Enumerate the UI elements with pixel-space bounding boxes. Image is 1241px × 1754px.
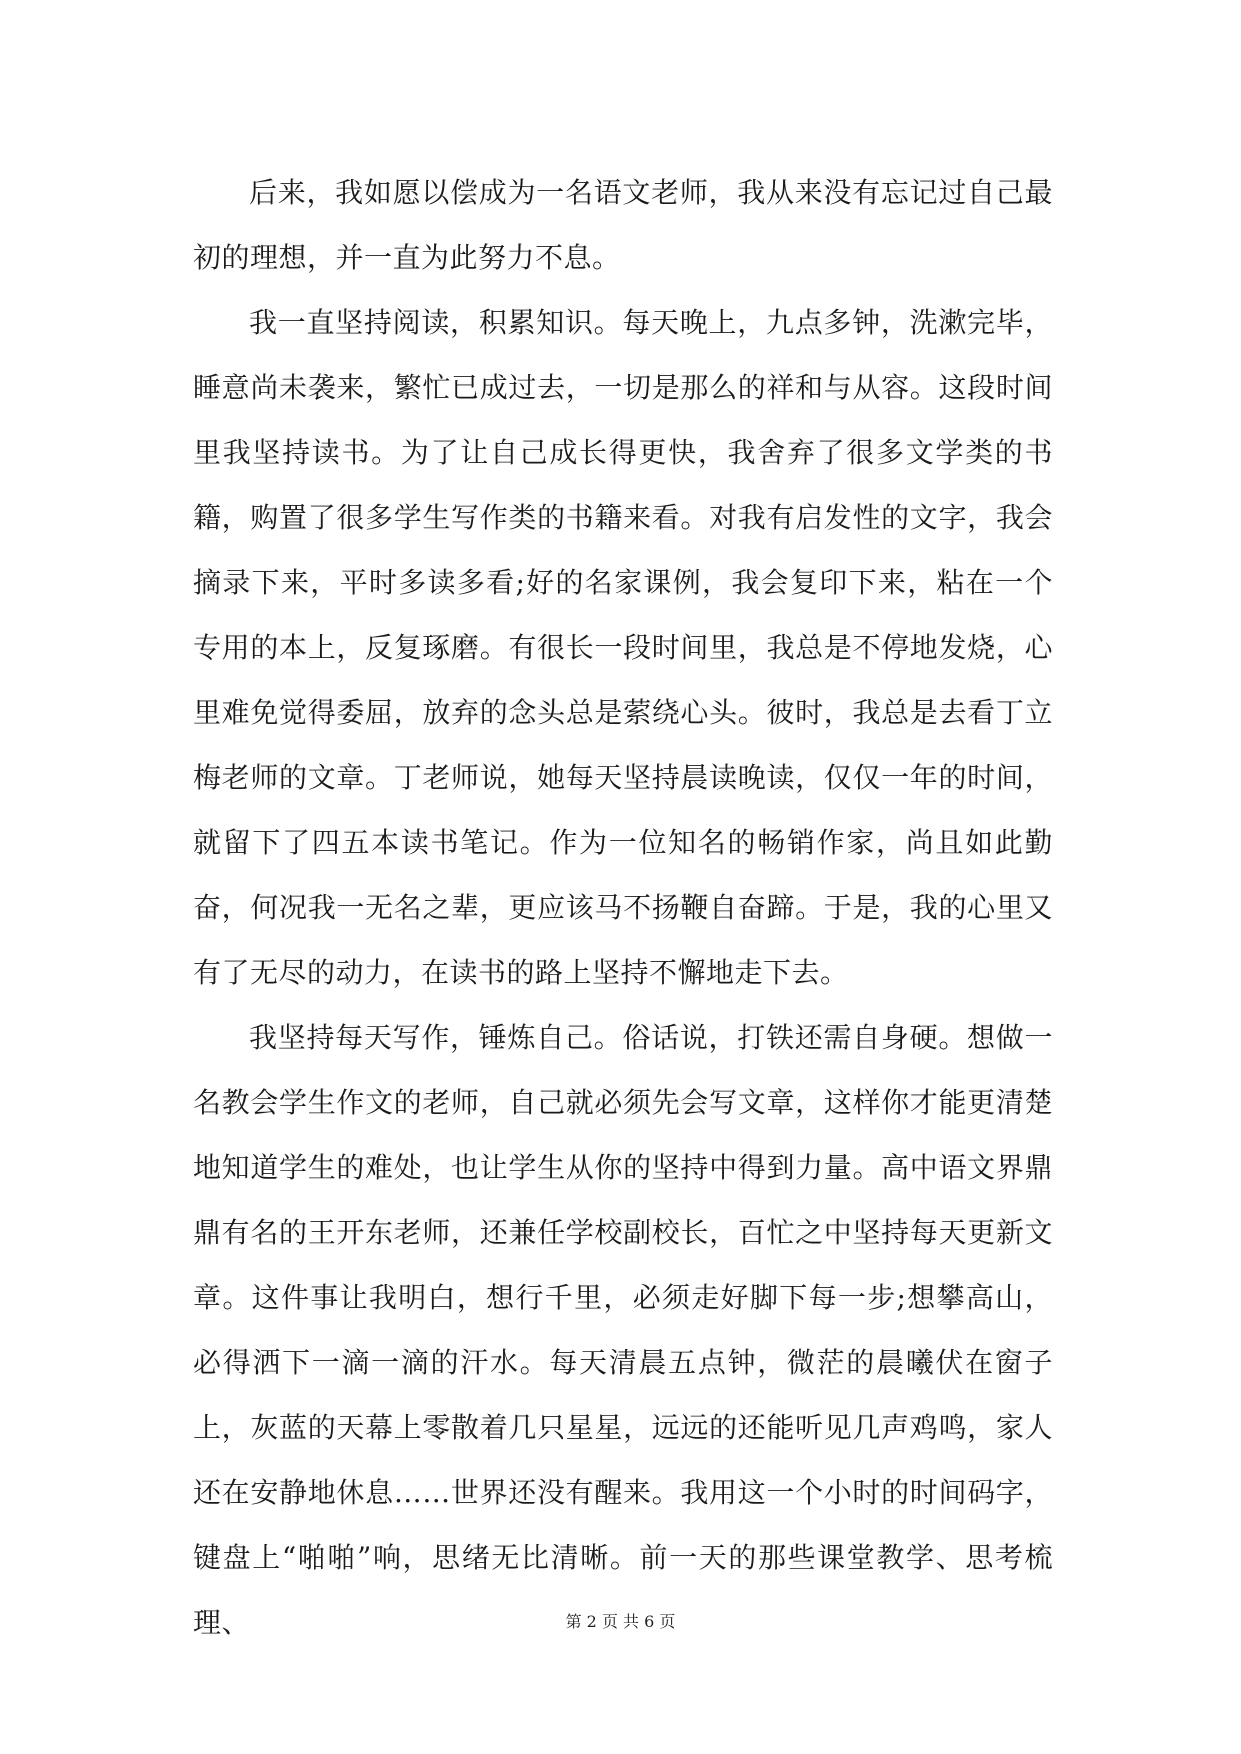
paragraph-2: 我一直坚持阅读，积累知识。每天晚上，九点多钟，洗漱完毕，睡意尚未袭来，繁忙已成过去，一切是那么的祥和与从容。这段时间里我坚持读书。为了让自己成长得更快，我舍弃了很多文学类的书籍，购置了很多学生写作类的书籍来看。对我有启发性的文字，我会摘录下来，平时多读多看;好的名家课例，我会复印下来，粘在一个专用的本上，反复琢磨。有很长一段时间里，我总是不停地发烧，心里难免觉得委屈，放弃的念头总是萦绕心头。彼时，我总是去看丁立梅老师的文章。丁老师说，她每天坚持晨读晚读，仅仅一年的时间，就留下了四五本读书笔记。作为一位知名的畅销作家，尚且如此勤奋，何况我一无名之辈，更应该马不扬鞭自奋蹄。于是，我的心里又有了无尽的动力，在读书的路上坚持不懈地走下去。 — [193, 306, 1053, 989]
paragraph-3: 我坚持每天写作，锤炼自己。俗话说，打铁还需自身硬。想做一名教会学生作文的老师，自己就必须先会写文章，这样你才能更清楚地知道学生的难处，也让学生从你的坚持中得到力量。高中语文界鼎鼎有名的王开东老师，还兼任学校副校长，百忙之中坚持每天更新文章。这件事让我明白，想行千里，必须走好脚下每一步;想攀高山，必得洒下一滴一滴的汗水。每天清晨五点钟，微茫的晨曦伏在窗子上，灰蓝的天幕上零散着几只星星，远远的还能听见几声鸡鸣，家人还在安静地休息……世界还没有醒来。我用这一个小时的时间码字，键盘上“啪啪”响，思绪无比清晰。前一天的那些课堂教学、思考梳理、 — [193, 1021, 1053, 1639]
page-number: 第 2 页 共 6 页 — [565, 1612, 676, 1631]
paragraph-1: 后来，我如愿以偿成为一名语文老师，我从来没有忘记过自己最初的理想，并一直为此努力不息。 — [193, 176, 1053, 274]
page-footer — [0, 1610, 1241, 1634]
document-body — [193, 160, 1053, 1655]
